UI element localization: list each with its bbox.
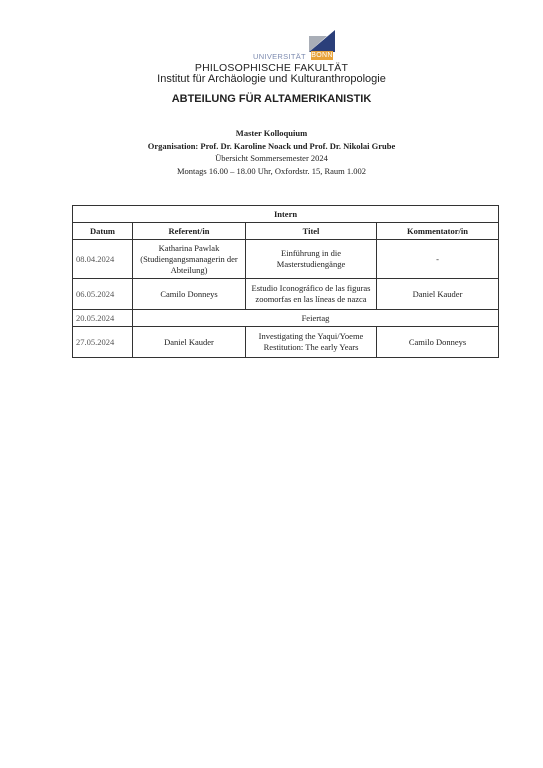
event-organisation: Organisation: Prof. Dr. Karoline Noack und Prof. Dr. Nikolai Grube xyxy=(147,141,396,151)
cell-speaker: Katharina Pawlak (Studiengangsmanagerin der Abteilung) xyxy=(133,240,246,279)
cell-title: Estudio Iconográfico de las figuras zoomorfas en las líneas de nazca xyxy=(246,279,377,310)
cell-commentator: Camilo Donneys xyxy=(377,327,499,358)
cell-commentator: - xyxy=(377,240,499,279)
cell-date: 08.04.2024 xyxy=(73,240,133,279)
cell-date: 06.05.2024 xyxy=(73,279,133,310)
event-title: Master Kolloquium xyxy=(235,128,308,138)
department-name: ABTEILUNG FÜR ALTAMERIKANISTIK xyxy=(171,93,372,105)
cell-speaker: Daniel Kauder xyxy=(133,327,246,358)
cell-holiday-note: Feiertag xyxy=(133,310,499,327)
cell-date: 20.05.2024 xyxy=(73,310,133,327)
column-header-date: Datum xyxy=(73,223,133,240)
column-header-speaker: Referent/in xyxy=(133,223,246,240)
cell-title: Einführung in die Masterstudiengänge xyxy=(246,240,377,279)
table-row xyxy=(73,310,499,327)
table-section-title: Intern xyxy=(73,206,499,223)
logo-bonn-text: BONN xyxy=(311,52,333,59)
logo-emblem-icon xyxy=(309,30,335,52)
logo-university-text: UNIVERSITÄT xyxy=(253,52,306,61)
cell-commentator: Daniel Kauder xyxy=(377,279,499,310)
table-row xyxy=(73,327,499,358)
cell-speaker: Camilo Donneys xyxy=(133,279,246,310)
table-section-row xyxy=(73,206,499,223)
column-header-commentator: Kommentator/in xyxy=(377,223,499,240)
table-header-row xyxy=(73,223,499,240)
table-row xyxy=(73,240,499,279)
faculty-name: PHILOSOPHISCHE FAKULTÄT xyxy=(194,62,349,74)
table-row xyxy=(73,279,499,310)
institute-name: Institut für Archäologie und Kulturanthropologie xyxy=(157,73,386,85)
event-overview: Übersicht Sommersemester 2024 xyxy=(215,153,328,163)
event-schedule: Montags 16.00 – 18.00 Uhr, Oxfordstr. 15, Raum 1.002 xyxy=(176,166,366,176)
schedule-table xyxy=(72,205,499,358)
university-logo xyxy=(253,30,333,64)
cell-date: 27.05.2024 xyxy=(73,327,133,358)
column-header-title: Titel xyxy=(246,223,377,240)
cell-title: Investigating the Yaqui/Yoeme Restitution: The early Years xyxy=(246,327,377,358)
